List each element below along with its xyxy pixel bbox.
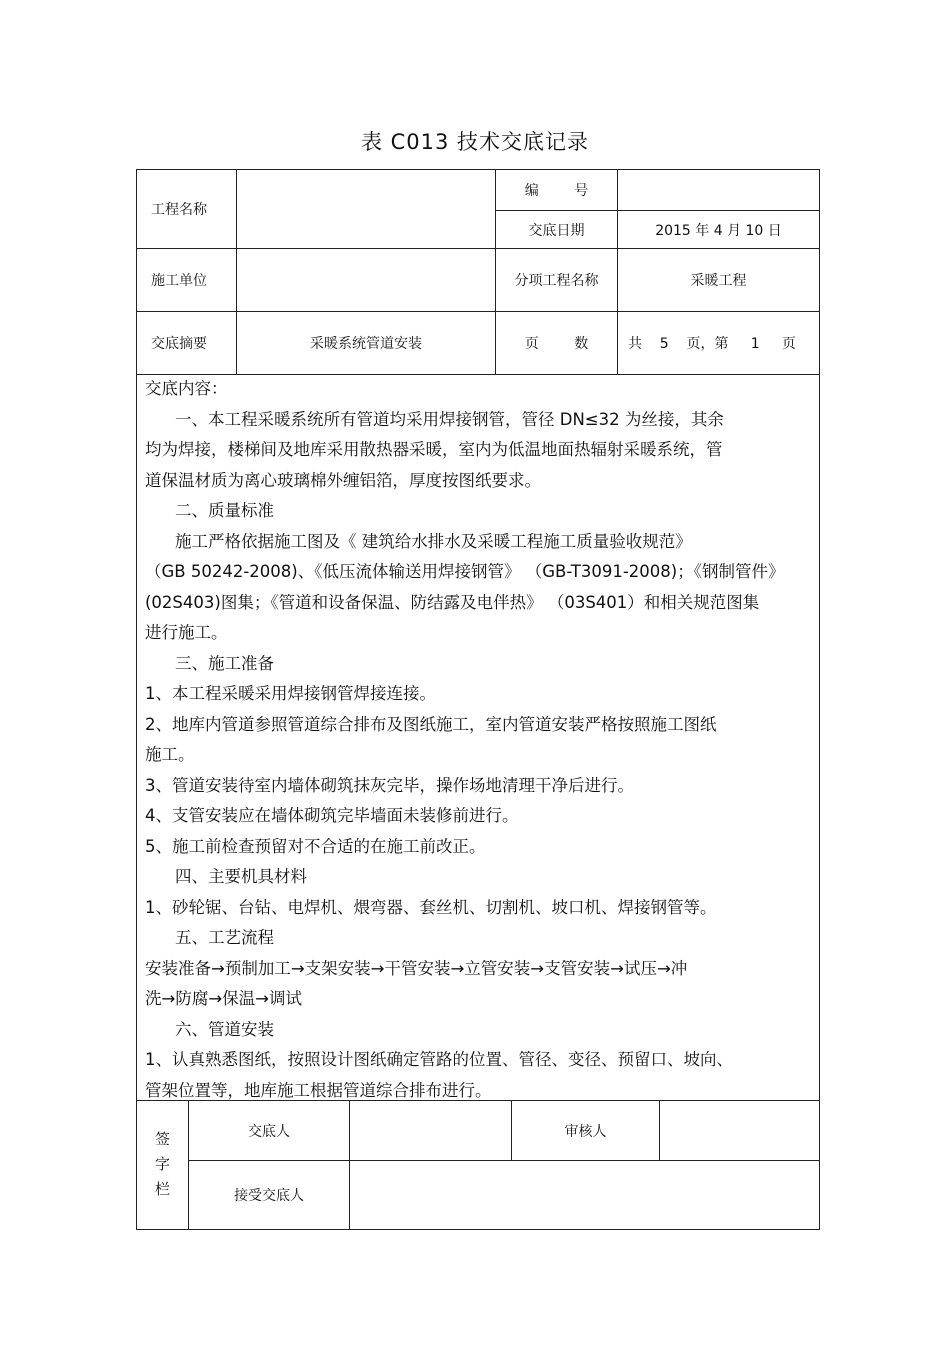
content-line: 道保温材质为离心玻璃棉外缠铝箔，厚度按图纸要求。: [145, 470, 541, 490]
construction-unit-value[interactable]: [237, 249, 495, 311]
discloser-label: 交底人: [248, 1123, 290, 1140]
content-line: 4、支管安装应在墙体砌筑完毕墙面未装修前进行。: [145, 806, 519, 825]
sub-project-label: 分项工程名称: [514, 273, 599, 289]
content-line: 安装准备→预制加工→支架安装→干管安装→立管安装→支管安装→试压→冲: [145, 958, 688, 978]
pages-value[interactable]: 共 5 页，第 1 页: [628, 336, 796, 352]
content-line: 四、主要机具材料: [175, 867, 307, 886]
disclosure-content: [145, 374, 813, 1106]
content-line: 2、地库内管道参照管道综合排布及图纸施工，室内管道安装严格按照施工图纸: [145, 714, 717, 734]
content-line: 一、本工程采暖系统所有管道均采用焊接钢管，管径 DN≤32 为丝接，其余: [175, 409, 724, 429]
content-line: （GB 50242-2008)、《低压流体输送用焊接钢管》 （GB-T3091-2008)；《钢制管件》: [145, 562, 785, 581]
content-line: 洗→防腐→保温→调试: [145, 989, 302, 1008]
document-title: 表 C013 技术交底记录: [360, 130, 590, 154]
content-line: 3、管道安装待室内墙体砌筑抹灰完毕，操作场地清理干净后进行。: [145, 775, 634, 795]
signature-label-char: 栏: [154, 1180, 170, 1198]
number-label: 编 号: [524, 183, 589, 199]
construction-unit-label: 施工单位: [151, 273, 207, 289]
reviewer-label: 审核人: [564, 1123, 607, 1140]
signature-column-label: [137, 1100, 188, 1229]
content-line: 施工。: [145, 745, 195, 764]
content-line: 六、管道安装: [175, 1019, 274, 1039]
content-line: 管架位置等，地库施工根据管道综合排布进行。: [145, 1080, 492, 1100]
number-value[interactable]: [618, 170, 819, 210]
signature-label-char: 签: [154, 1130, 170, 1148]
project-name-value[interactable]: [237, 170, 495, 248]
content-line: 1、砂轮锯、台钻、电焊机、煨弯器、套丝机、切割机、坡口机、焊接钢管等。: [145, 897, 717, 917]
sub-project-value[interactable]: 采暖工程: [690, 273, 747, 289]
project-name-label: 工程名称: [151, 202, 207, 218]
date-value[interactable]: 2015 年 4 月 10 日: [655, 222, 782, 239]
pages-label: 页 数: [524, 336, 589, 352]
content-line: 1、本工程采暖采用焊接钢管焊接连接。: [145, 684, 436, 703]
content-line: 三、施工准备: [175, 653, 274, 673]
content-line: 5、施工前检查预留对不合适的在施工前改正。: [145, 836, 486, 856]
summary-value[interactable]: 采暖系统管道安装: [310, 336, 422, 352]
content-line: 二、质量标准: [175, 501, 274, 520]
content-line: 1、认真熟悉图纸，按照设计图纸确定管路的位置、管径、变径、预留口、坡向、: [145, 1050, 733, 1069]
content-line: (02S403)图集；《管道和设备保温、防结露及电伴热》 （03S401）和相关规范图集: [145, 592, 760, 612]
discloser-signature-field[interactable]: [350, 1101, 511, 1160]
receiver-signature-field[interactable]: [350, 1161, 819, 1229]
content-line: 进行施工。: [145, 623, 228, 642]
content-line: 均为焊接，楼梯间及地库采用散热器采暖，室内为低温地面热辐射采暖系统，管: [145, 440, 723, 459]
content-line: 交底内容：: [145, 379, 228, 398]
content-line: 五、工艺流程: [175, 928, 274, 947]
reviewer-signature-field[interactable]: [660, 1101, 819, 1160]
date-label: 交底日期: [528, 222, 585, 239]
content-line: 施工严格依据施工图及《 建筑给水排水及采暖工程施工质量验收规范》: [175, 531, 692, 551]
summary-label: 交底摘要: [151, 336, 207, 352]
signature-label-char: 字: [154, 1155, 170, 1173]
receiver-label: 接受交底人: [234, 1188, 304, 1204]
disclosure-form: [136, 169, 820, 1230]
